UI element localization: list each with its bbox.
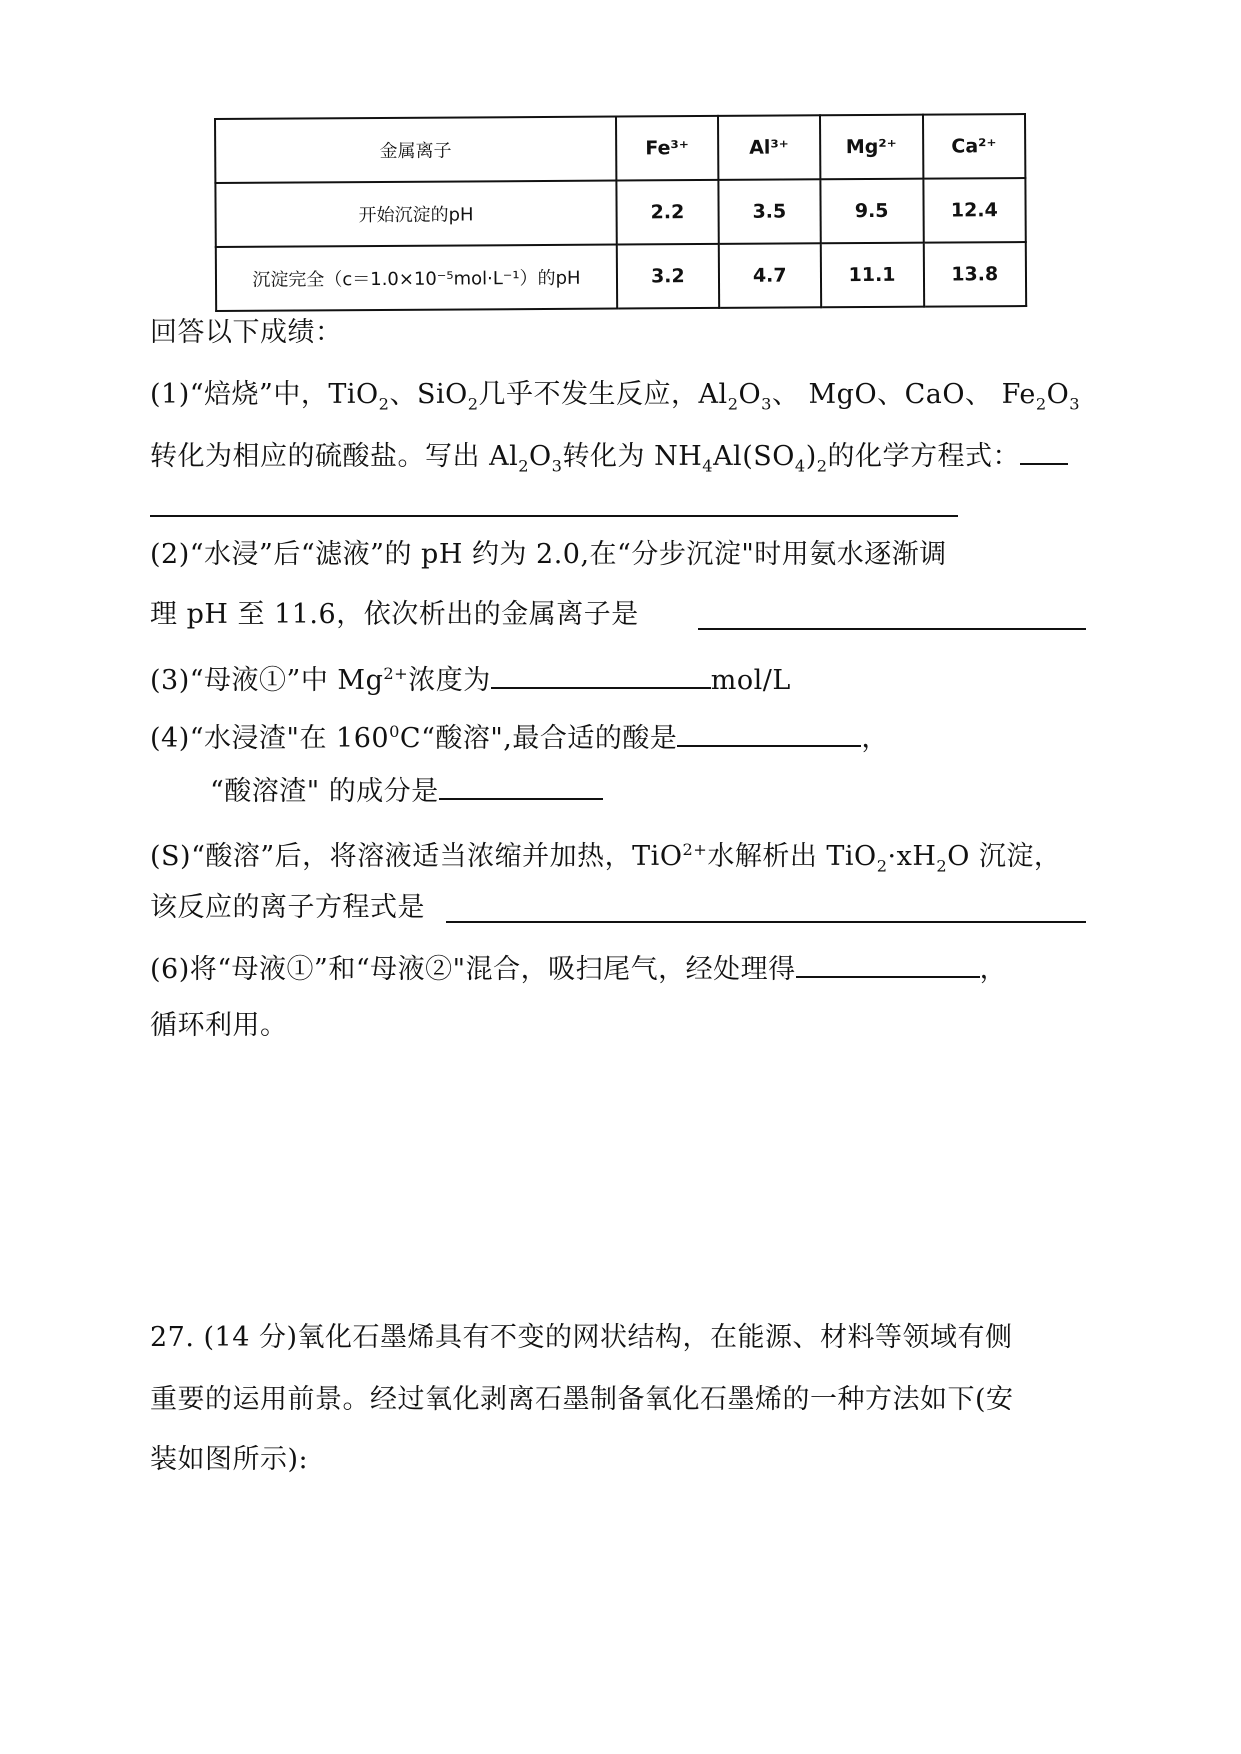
q6-line2: 循环利用。 (150, 1010, 288, 1041)
q27-line3: 装如图所示): (150, 1444, 309, 1475)
table-header-ca: Ca²⁺ (923, 114, 1026, 179)
q4-line2: “酸溶渣" 的成分是 (210, 770, 603, 812)
table-row (216, 242, 1026, 311)
table-cell: 13.8 (923, 242, 1026, 307)
table-cell: 4.7 (719, 243, 821, 308)
q3-answer-blank (491, 659, 711, 689)
q27-line1: 27. (14 分)氧化石墨烯具有不变的网状结构，在能源、材料等领域有侧 (150, 1322, 1013, 1353)
table-header-mg: Mg²⁺ (820, 115, 923, 180)
table-cell: 2.2 (616, 180, 718, 245)
q5-line1: (S)“酸溶”后，将溶液适当浓缩并加热，TiO$^{2+}$水解析出 $TiO_2\cdot xH_2O$ 沉淀， (150, 840, 1062, 876)
q1-line1: (1)“焙烧”中，TiO$_2$、SiO$_2$几乎不发生反应，$Al_2O_3$、 MgO、CaO、 $Fe_2O_3$ (150, 379, 1081, 414)
q6-line1: (6)将“母液①”和“母液②"混合，吸扫尾气，经处理得 ， (150, 948, 1007, 990)
q1-line2: 转化为相应的硫酸盐。写出 $Al_2O_3$转化为 $NH_4Al(SO_4)_2$的化学方程式： (150, 435, 1068, 486)
table-cell: 12.4 (923, 178, 1026, 243)
row-label-start-ph: 开始沉淀的pH (215, 181, 616, 247)
ion-ph-table-wrap (214, 113, 1027, 310)
q1-answer-line (150, 515, 958, 517)
q27-line2: 重要的运用前景。经过氧化剥离石墨制备氧化石墨烯的一种方法如下(安 (150, 1384, 1014, 1415)
answer-intro: 回答以下成绩： (150, 317, 343, 348)
ion-ph-table (214, 113, 1027, 312)
table-cell: 3.5 (718, 179, 820, 244)
q4-line1: (4)“水浸渣"在 $160^0C“$酸溶",最合适的酸是 ， (150, 712, 889, 759)
table-header-fe: Fe³⁺ (616, 116, 718, 181)
table-cell: 3.2 (617, 244, 719, 309)
table-header-label: 金属离子 (215, 117, 616, 183)
q3-line: (3)“母液①”中 $Mg^{2+}$浓度为 mol/L (150, 654, 791, 701)
q5-line2: 该反应的离子方程式是 (150, 892, 425, 923)
q6-answer-blank (796, 948, 980, 978)
q4-acid-blank (677, 717, 861, 747)
q2-answer-blank (698, 628, 1086, 630)
q1-answer-blank-start (1020, 435, 1068, 465)
q2-line2: 理 pH 至 11.6，依次析出的金属离子是 (150, 599, 639, 630)
table-header-row (215, 114, 1025, 183)
table-header-al: Al³⁺ (718, 115, 820, 180)
q5-answer-blank (446, 921, 1086, 923)
table-cell: 11.1 (820, 243, 923, 308)
q4-residue-blank (439, 770, 603, 800)
table-row (215, 178, 1025, 247)
table-cell: 9.5 (820, 179, 923, 244)
row-label-complete-ph: 沉淀完全（c＝1.0×10⁻⁵mol·L⁻¹）的pH (216, 245, 617, 311)
q2-line1: (2)“水浸”后“滤液”的 pH 约为 2.0,在“分步沉淀"时用氨水逐渐调 (150, 539, 947, 570)
